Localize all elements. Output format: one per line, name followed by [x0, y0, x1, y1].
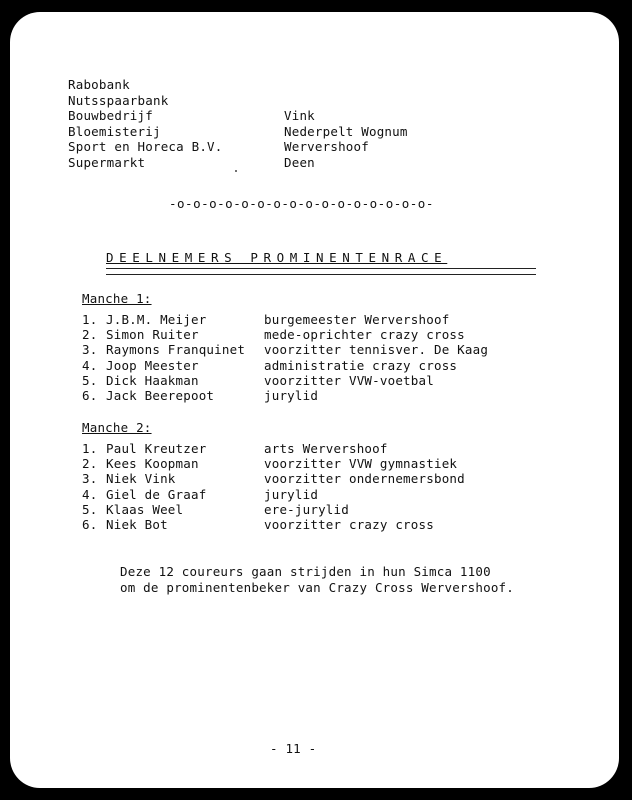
- sponsor-place: Nederpelt Wognum: [284, 123, 408, 139]
- sponsor-name: Sport en Horeca B.V.: [68, 139, 223, 154]
- participant-name: Jack Beerepoot: [106, 387, 215, 403]
- participant-name: Kees Koopman: [106, 456, 199, 472]
- participant-name: Klaas Weel: [106, 501, 184, 517]
- participant-role: burgemeester Wervershoof: [264, 312, 450, 327]
- sponsor-name: Bloemisterij: [68, 123, 161, 139]
- participant-number: 5.: [82, 501, 98, 517]
- sponsor-place: Deen: [284, 154, 315, 170]
- manche-2-label: Manche 2:: [82, 420, 152, 435]
- participant-number: 4.: [82, 357, 98, 373]
- participant-number: 6.: [82, 387, 98, 403]
- sponsor-name: Supermarkt: [68, 154, 146, 170]
- participant-name: Simon Ruiter: [106, 327, 199, 343]
- participant-number: 3.: [82, 471, 98, 487]
- participant-number: 6.: [82, 516, 98, 532]
- participant-name: Dick Haakman: [106, 372, 199, 388]
- participant-role: voorzitter tennisver. De Kaag: [264, 342, 489, 358]
- participant-role: voorzitter VVW-voetbal: [264, 372, 434, 388]
- participant-number: 3.: [82, 342, 98, 358]
- participant-role: mede-oprichter crazy cross: [264, 327, 465, 343]
- participant-role: jurylid: [264, 387, 319, 403]
- participant-number: 1.: [82, 312, 98, 327]
- participant-name: Joop Meester: [106, 357, 199, 373]
- manche-1-label: Manche 1:: [82, 291, 152, 306]
- participant-name: Niek Vink: [106, 471, 176, 487]
- sponsor-place: Vink: [284, 108, 315, 123]
- participant-name: Raymons Franquinet: [106, 342, 246, 358]
- participant-role: administratie crazy cross: [264, 357, 458, 373]
- sponsor-name: Nutsspaarbank: [68, 92, 169, 108]
- participant-role: jurylid: [264, 486, 319, 502]
- participant-number: 2.: [82, 456, 98, 472]
- participant-role: voorzitter VVW gymnastiek: [264, 456, 458, 472]
- sponsor-name: Bouwbedrijf: [68, 108, 153, 123]
- participant-number: 5.: [82, 372, 98, 388]
- participant-number: 2.: [82, 327, 98, 343]
- page-number: - 11 -: [270, 741, 317, 756]
- participant-number: 4.: [82, 486, 98, 502]
- sponsor-name: Rabobank: [68, 77, 130, 92]
- participant-name: Giel de Graaf: [106, 486, 207, 502]
- closing-line-2: om de prominentenbeker van Crazy Cross Wervershoof.: [120, 580, 515, 595]
- participant-role: voorzitter crazy cross: [264, 516, 434, 532]
- participant-number: 1.: [82, 441, 98, 456]
- sponsor-place: Wervershoof: [284, 139, 369, 154]
- document-page: [10, 12, 619, 788]
- double-underline: [106, 268, 536, 275]
- participant-role: arts Wervershoof: [264, 441, 388, 456]
- participant-role: ere-jurylid: [264, 501, 349, 517]
- stray-dot: [235, 170, 237, 172]
- participant-name: Niek Bot: [106, 516, 168, 532]
- separator-line: -o-o-o-o-o-o-o-o-o-o-o-o-o-o-o-o-: [169, 196, 434, 211]
- closing-paragraph: [120, 564, 514, 596]
- page-title: DEELNEMERS PROMINENTENRACE: [106, 250, 448, 265]
- closing-line-1: Deze 12 coureurs gaan strijden in hun Simca 1100: [120, 564, 491, 579]
- participant-role: voorzitter ondernemersbond: [264, 471, 465, 487]
- participant-name: J.B.M. Meijer: [106, 312, 207, 327]
- participant-name: Paul Kreutzer: [106, 441, 207, 456]
